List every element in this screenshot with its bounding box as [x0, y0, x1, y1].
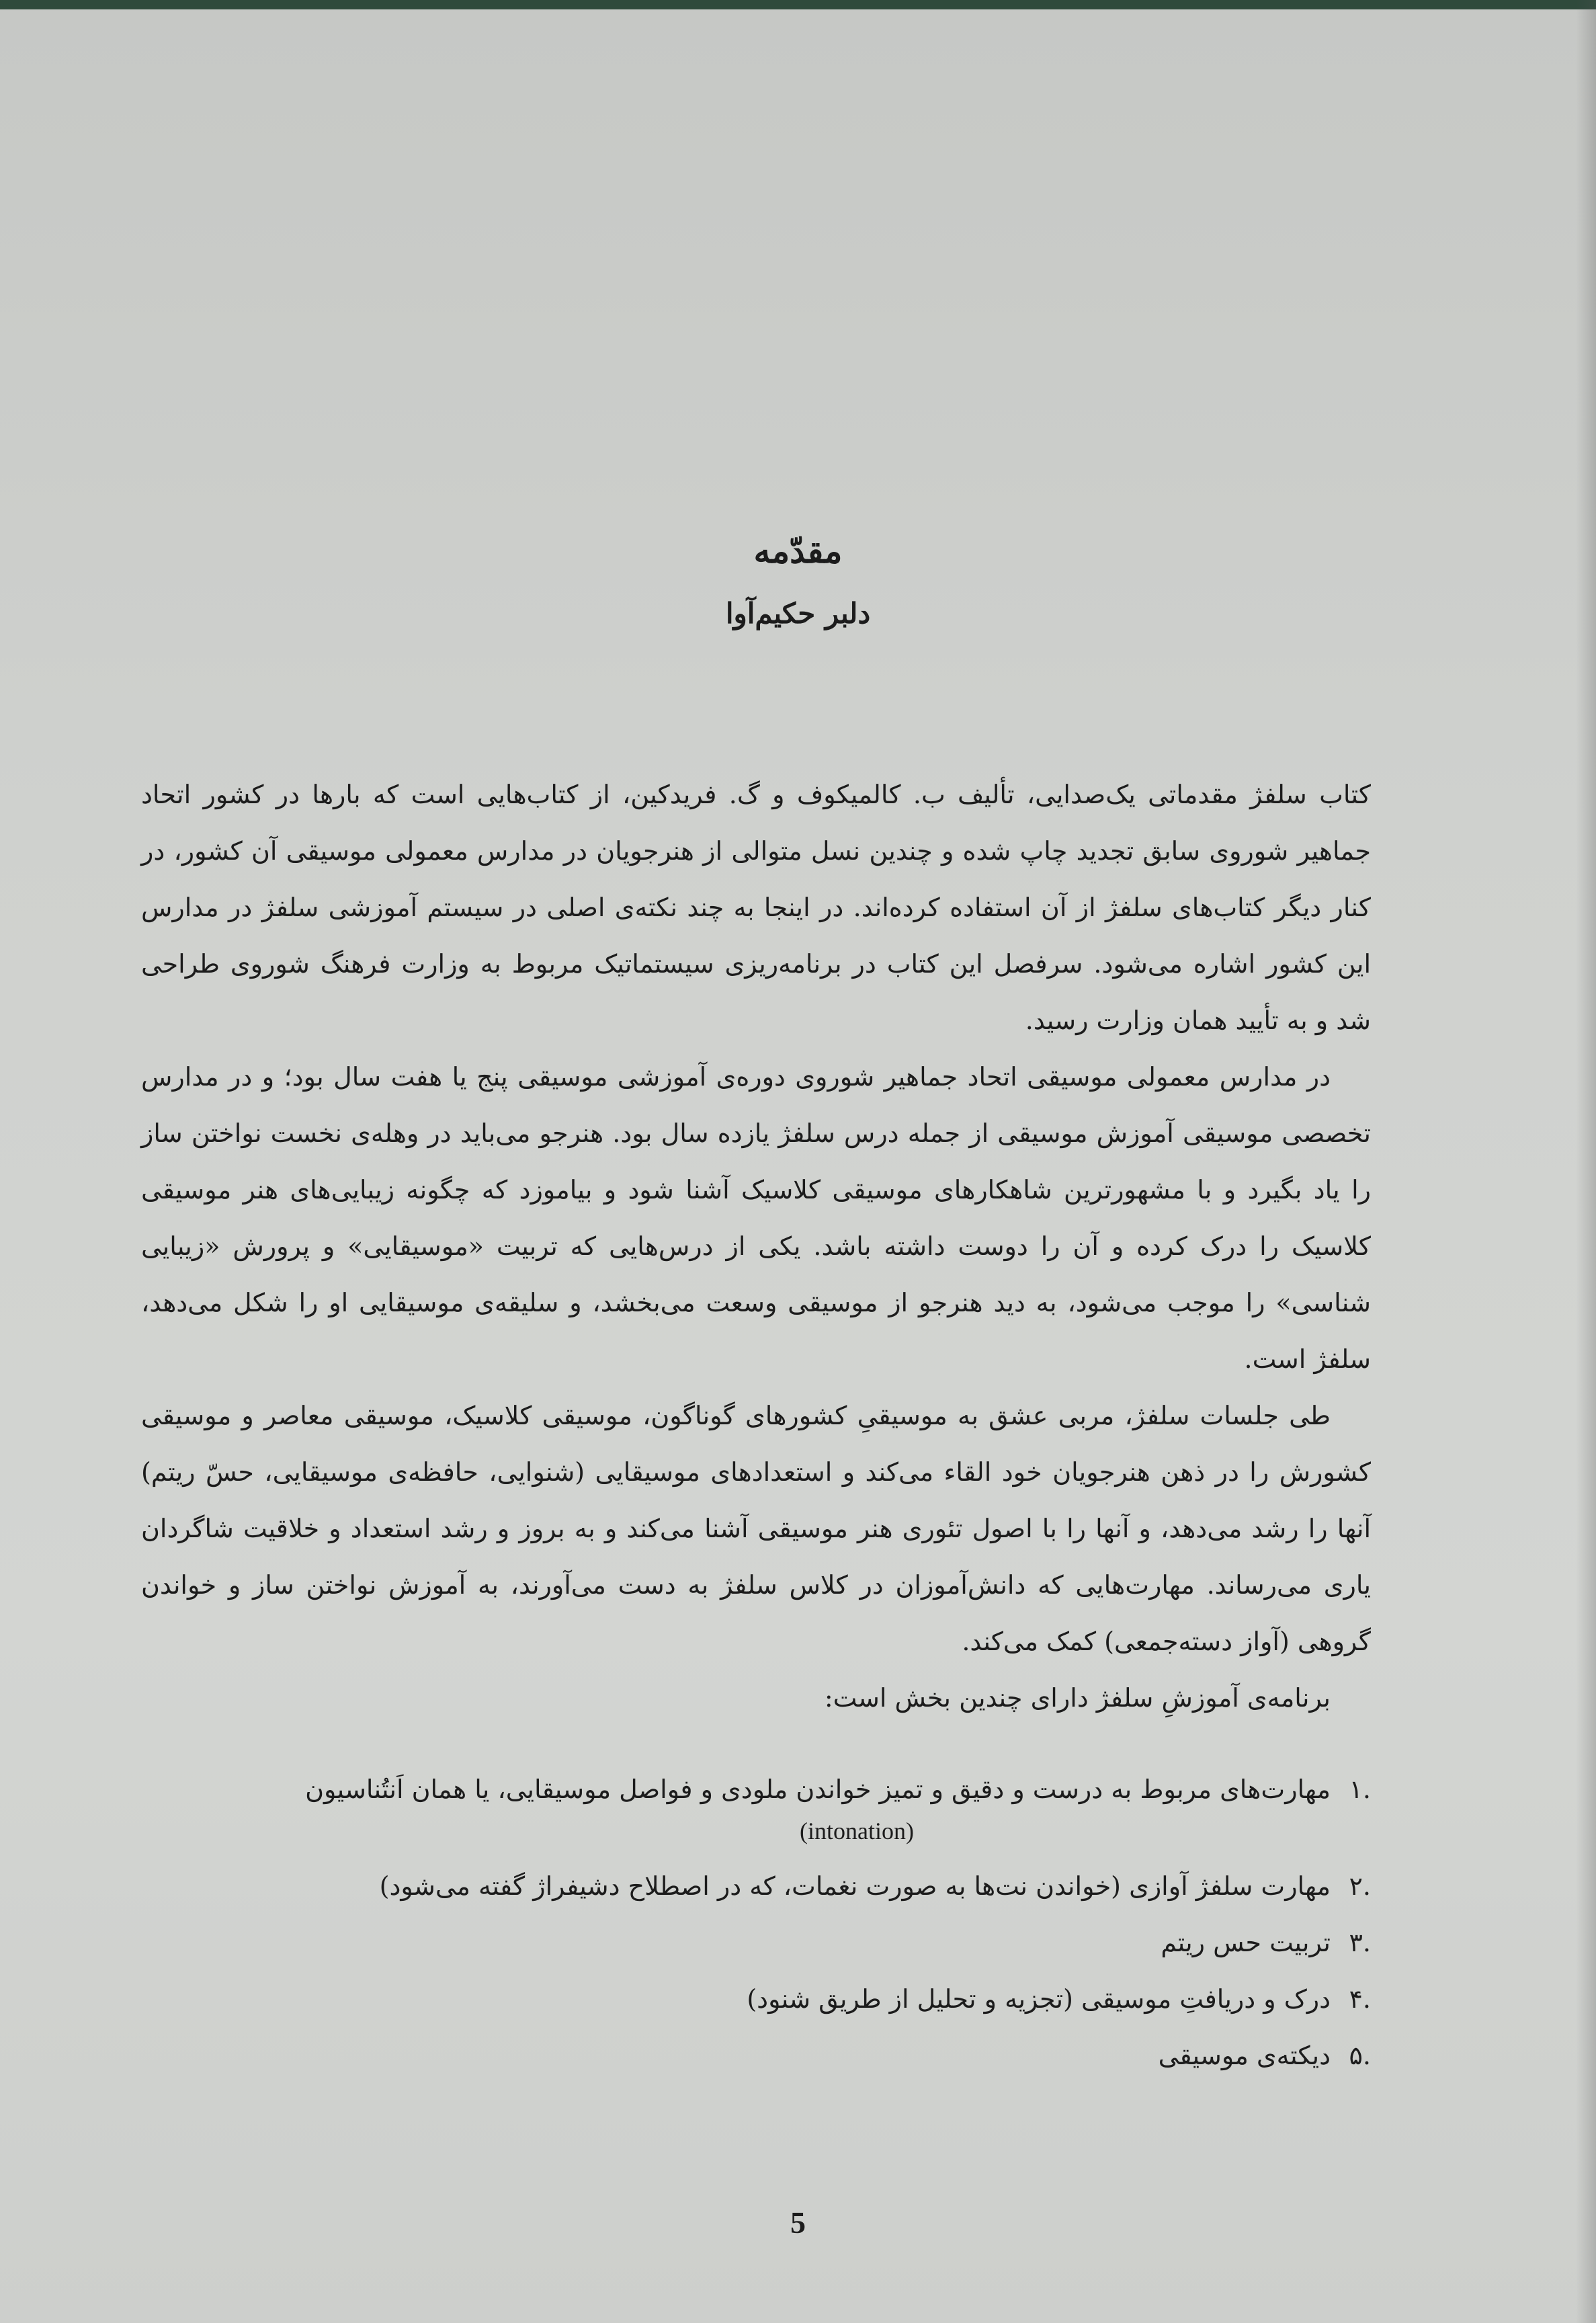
book-cover-edge: [0, 0, 1596, 9]
author-name: دلبر حکیم‌آوا: [725, 597, 871, 630]
page-title: مقدّمه: [753, 531, 843, 571]
list-number: .۲: [1349, 1871, 1371, 1901]
list-number: .۵: [1349, 2041, 1371, 2070]
list-number: .۳: [1349, 1928, 1371, 1957]
paragraph: کتاب سلفژ مقدماتی یک‌صدایی، تألیف ب. کالمیکوف و گ. فریدکین، از کتاب‌هایی است که بارها در کشور اتحاد جماهیر شوروی سابق تجدید چاپ شده و چندین نسل متوالی از هنرجویان در مدارس معمولی موسیقی آن کشور، در کنار دیگر کتاب‌های سلفژ از آن استفاده کرده‌اند. در اینجا به چند نکته‌ی اصلی در سیستم آموزشی سلفژ در مدارس این کشور اشاره می‌شود. سرفصل این کتاب در برنامه‌ریزی سیستماتیک مربوط به وزارت فرهنگ شوروی طراحی شد و به تأیید همان وزارت رسید.: [141, 780, 1371, 1035]
list-item: [141, 1858, 1371, 1914]
intro-body: [141, 766, 1371, 1726]
list-text: تربیت حس ریتم: [1161, 1928, 1331, 1957]
paragraph: برنامه‌ی آموزشِ سلفژ دارای چندین بخش است:: [824, 1683, 1331, 1713]
list-item: [141, 1914, 1371, 1971]
list-text: درک و دریافتِ موسیقی (تجزیه و تحلیل از طریق شنود): [747, 1984, 1331, 2014]
list-number: .۴: [1349, 1984, 1371, 2014]
list-item: [141, 1971, 1371, 2027]
page-shadow: [1576, 0, 1596, 2323]
list-item: [141, 2027, 1371, 2084]
list-text: مهارت سلفژ آوازی (خواندن نت‌ها به صورت نغمات، که در اصطلاح دشیفراژ گفته می‌شود): [379, 1871, 1331, 1901]
list-text: دیکته‌ی موسیقی: [1158, 2041, 1331, 2070]
latin-term: (intonation): [800, 1818, 914, 1844]
list-item: [141, 1761, 1371, 1818]
paragraph: در مدارس معمولی موسیقی اتحاد جماهیر شوروی دوره‌ی آموزشی موسیقی پنج یا هفت سال بود؛ و در مدارس تخصصی موسیقی آموزش موسیقی از جمله درس سلفژ یازده سال بود. هنرجو می‌باید در وهله‌ی نخست نواختن ساز را یاد بگیرد و با مشهورترین شاهکارهای موسیقی کلاسیک آشنا شود و بیاموزد که چگونه زیبایی‌های هنر موسیقی کلاسیک را درک کرده و آن را دوست داشته باشد. یکی از درس‌هایی که تربیت «موسیقایی» و پرورش «زیبایی شناسی» را موجب می‌شود، به دید هنرجو از موسیقی وسعت می‌بخشد، و سلیقه‌ی موسیقایی او را شکل می‌دهد، سلفژ است.: [141, 1062, 1371, 1374]
list-number: .۱: [1349, 1775, 1371, 1804]
curriculum-list: [141, 1761, 1371, 2084]
paragraph: طی جلسات سلفژ، مربی عشق به موسیقیِ کشورهای گوناگون، موسیقی کلاسیک، موسیقی معاصر و موسیقی کشورش را در ذهن هنرجویان خود القاء می‌کند و استعدادهای موسیقایی (شنوایی، حافظه‌ی موسیقایی، حسّ ریتم) آنها را رشد می‌دهد، و آنها را با اصول تئوری هنر موسیقی آشنا می‌کند و به بروز و رشد استعداد و خلاقیت شاگردان یاری می‌رساند. مهارت‌هایی که دانش‌آموزان در کلاس سلفژ به دست می‌آورند، به آموزش نواختن ساز و خواندن گروهی (آواز دسته‌جمعی) کمک می‌کند.: [141, 1401, 1371, 1656]
list-text: مهارت‌های مربوط به درست و دقیق و تمیز خواندن ملودی و فواصل موسیقایی، یا همان اَنتُناسیون: [305, 1775, 1331, 1804]
page-number: 5: [790, 2205, 806, 2240]
